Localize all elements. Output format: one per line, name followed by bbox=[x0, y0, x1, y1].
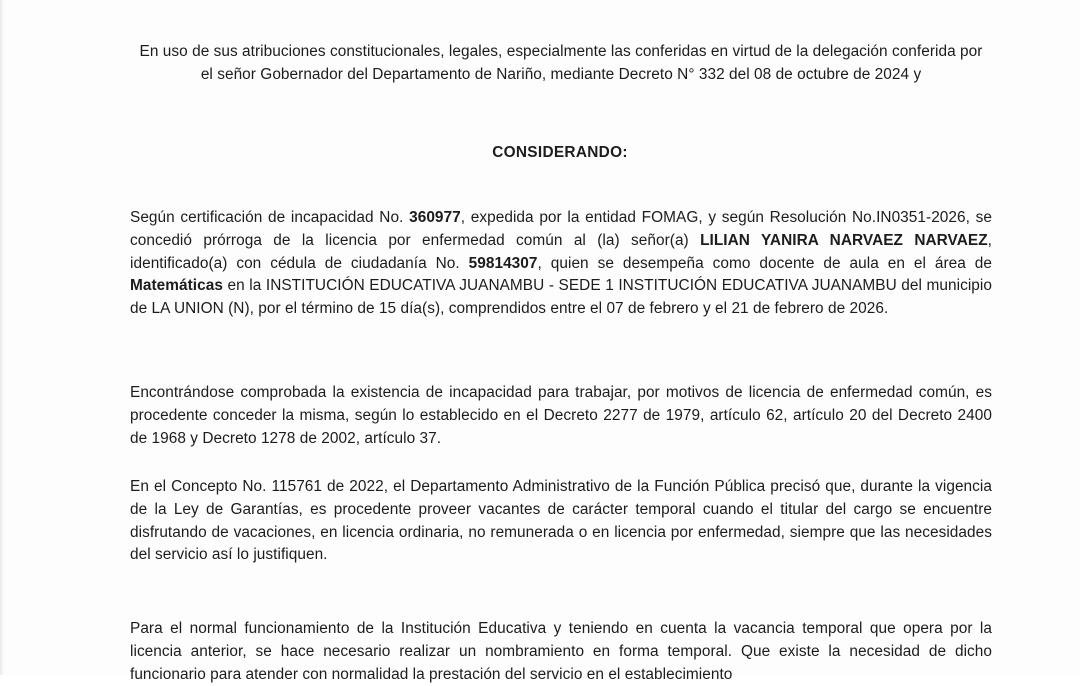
paragraph-concept-function-publica: En el Concepto No. 115761 de 2022, el Departamento Administrativo de la Función Pública precisó que, durante la vigencia de la Ley de Garantías, es procedente proveer vacantes de carácter temporal cuando el titular del cargo se encuentre disfrutando de vacaciones, en licencia ordinaria, no remunerada o en licencia por enfermedad, siempre que las necesidades del servicio así lo justifiquen. bbox=[130, 478, 992, 564]
subject-area: Matemáticas bbox=[130, 277, 223, 295]
para1-text-3: , identificado(a) con cédula de ciudadanía No. bbox=[130, 231, 992, 272]
certificate-number: 360977 bbox=[409, 209, 461, 227]
para1-text-2: , expedida por la entidad FOMAG, y según Resolución No.IN0351-2026, se concedió prórroga de la licencia por enfermedad común al (la) señor(a) bbox=[130, 209, 992, 249]
paragraph-temporary-appointment: Para el normal funcionamiento de la Institución Educativa y teniendo en cuenta la vacancia temporal que opera por la licencia anterior, se hace necesario realizar un nombramiento en forma temporal. Que existe la necesidad de dicho funcionario para atender con normalidad la prestación del servicio en el establecimiento bbox=[130, 620, 992, 683]
employee-id-number: 59814307 bbox=[468, 254, 538, 272]
paragraph-incapacity-certification bbox=[130, 207, 992, 320]
considerando-heading: CONSIDERANDO: bbox=[492, 144, 628, 161]
para1-text-5: en la INSTITUCIÓN EDUCATIVA JUANAMBU - SEDE 1 INSTITUCIÓN EDUCATIVA JUANAMBU del municipio de LA UNION (N), por el término de 15 día(s), comprendidos entre el 07 de febrero y el 21 de febrero de 2026. bbox=[130, 277, 992, 317]
paragraph-legal-basis: Encontrándose comprobada la existencia de incapacidad para trabajar, por motivos de licencia de enfermedad común, es procedente conceder la misma, según lo establecido en el Decreto 2277 de 1979, artículo 62, artículo 20 del Decreto 2400 de 1968 y Decreto 1278 de 2002, artículo 37. bbox=[130, 384, 992, 447]
intro-paragraph: En uso de sus atribuciones constitucionales, legales, especialmente las conferidas en virtud de la delegación conferida por el señor Gobernador del Departamento de Nariño, mediante Decreto N° 332 del 08 de octubre de 2024 y bbox=[139, 43, 983, 83]
scan-edge-shadow bbox=[0, 0, 4, 675]
para1-text-1: Según certificación de incapacidad No. bbox=[130, 209, 410, 227]
employee-name: LILIAN YANIRA NARVAEZ NARVAEZ bbox=[700, 231, 988, 249]
para1-text-4: , quien se desempeña como docente de aula en el área de bbox=[537, 254, 992, 272]
